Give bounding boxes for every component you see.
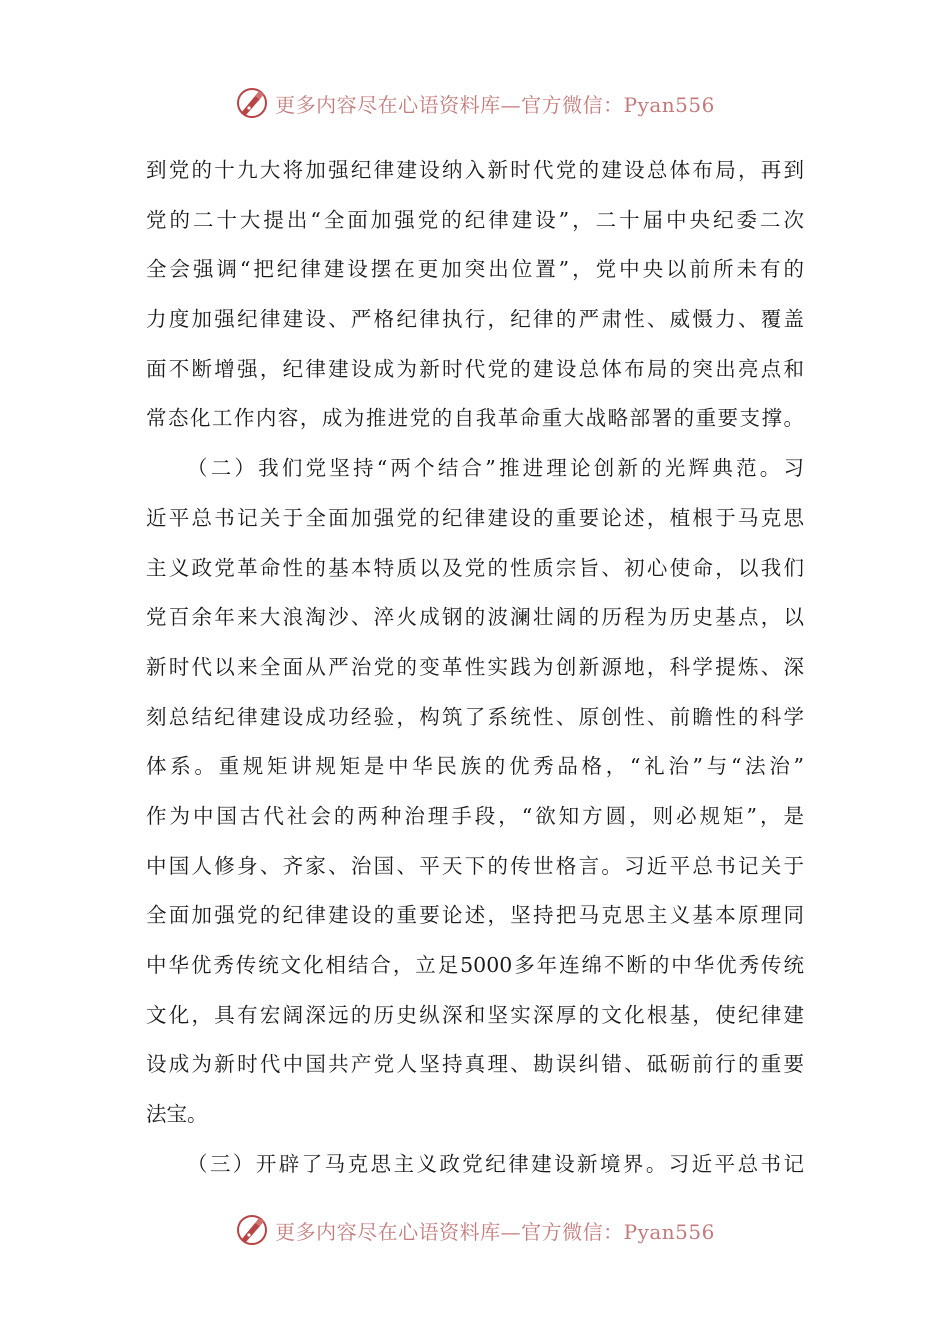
text-line: 体系。重规矩讲规矩是中华民族的优秀品格，“礼治”与“法治” xyxy=(146,754,804,779)
text-line: 常态化工作内容，成为推进党的自我革命重大战略部署的重要支撑。 xyxy=(146,406,804,431)
document-body xyxy=(146,146,804,1189)
text-line: 文化，具有宏阔深远的历史纵深和坚实深厚的文化根基，使纪律建 xyxy=(146,1002,804,1027)
text-line: 法宝。 xyxy=(146,1102,208,1127)
text-line: 力度加强纪律建设、严格纪律执行，纪律的严肃性、威慑力、覆盖 xyxy=(146,307,804,332)
text-line: 设成为新时代中国共产党人坚持真理、勘误纠错、砥砺前行的重要 xyxy=(146,1052,804,1077)
section-heading-line: （三）开辟了马克思主义政党纪律建设新境界。习近平总书记 xyxy=(187,1151,804,1176)
text-line: 中国人修身、齐家、治国、平天下的传世格言。习近平总书记关于 xyxy=(146,853,804,878)
text-line: 新时代以来全面从严治党的变革性实践为创新源地，科学提炼、深 xyxy=(146,654,804,679)
text-line: 近平总书记关于全面加强党的纪律建设的重要论述，植根于马克思 xyxy=(146,505,804,530)
text-line: 党的二十大提出“全面加强党的纪律建设”，二十届中央纪委二次 xyxy=(146,207,804,232)
footer-banner xyxy=(0,1210,950,1250)
footer-banner-text: 更多内容尽在心语资料库—官方微信：Pyan556 xyxy=(275,1219,715,1244)
text-line: 党百余年来大浪淘沙、淬火成钢的波澜壮阔的历程为历史基点，以 xyxy=(146,605,804,630)
text-line: 刻总结纪律建设成功经验，构筑了系统性、原创性、前瞻性的科学 xyxy=(146,704,804,729)
text-line: 全会强调“把纪律建设摆在更加突出位置”，党中央以前所未有的 xyxy=(146,257,804,282)
pen-nib-logo-icon xyxy=(235,86,269,120)
text-line: 到党的十九大将加强纪律建设纳入新时代党的建设总体布局，再到 xyxy=(146,158,804,182)
pen-nib-logo-icon xyxy=(235,1213,269,1247)
text-line: 主义政党革命性的基本特质以及党的性质宗旨、初心使命，以我们 xyxy=(146,555,804,580)
text-line: 中华优秀传统文化相结合，立足5000多年连绵不断的中华优秀传统 xyxy=(146,953,804,977)
header-banner xyxy=(0,83,950,123)
header-banner-text: 更多内容尽在心语资料库—官方微信：Pyan556 xyxy=(275,92,715,117)
text-line: 面不断增强，纪律建设成为新时代党的建设总体布局的突出亮点和 xyxy=(146,356,804,381)
text-line: 作为中国古代社会的两种治理手段，“欲知方圆，则必规矩”，是 xyxy=(146,803,804,828)
section-heading-line: （二）我们党坚持“两个结合”推进理论创新的光辉典范。习 xyxy=(187,456,804,481)
text-line: 全面加强党的纪律建设的重要论述，坚持把马克思主义基本原理同 xyxy=(146,903,804,928)
